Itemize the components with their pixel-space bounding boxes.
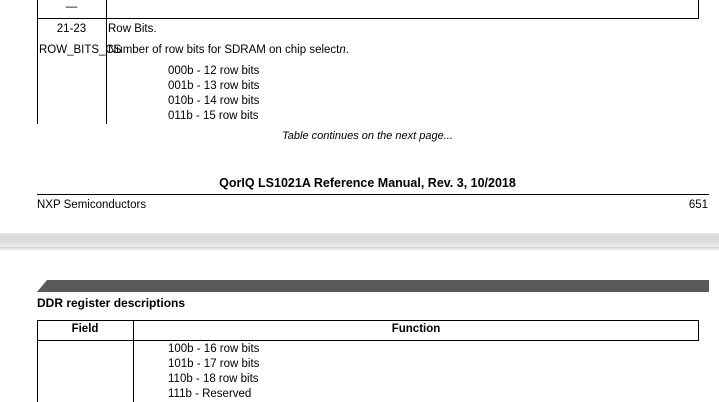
table-header-divider: [37, 340, 699, 341]
footer-manual-title: QorIQ LS1021A Reference Manual, Rev. 3, 10/2018: [219, 176, 516, 190]
encoding-line: 100b - 16 row bits: [168, 343, 260, 355]
register-table-upper: [37, 0, 699, 124]
table-header-field: Field: [71, 323, 99, 335]
table-cell-field-bits: 21-23: [56, 23, 87, 35]
page-separator: [0, 233, 719, 247]
table-row-divider: [37, 18, 699, 19]
encoding-line: 111b - Reserved: [168, 388, 252, 400]
table-cell-field-name: ROW_BITS_CS: [39, 44, 122, 56]
footer-page-number: 651: [688, 199, 708, 211]
table-border-top: [37, 320, 699, 321]
table-border-right: [698, 0, 699, 19]
footer-divider: [37, 194, 709, 195]
row-description-text: Number of row bits for SDRAM on chip select: [108, 44, 340, 56]
encoding-line: 000b - 12 row bits: [168, 65, 260, 77]
encoding-line: 010b - 14 row bits: [168, 95, 260, 107]
register-table-lower: [37, 320, 699, 402]
encoding-line: 011b - 15 row bits: [168, 110, 259, 122]
table-cell-row-title: Row Bits.: [108, 23, 157, 35]
table-cell-row-description: [108, 43, 349, 57]
table-cell-field-prev: —: [65, 1, 78, 13]
row-description-period: .: [345, 44, 349, 56]
encoding-line: 110b - 18 row bits: [168, 373, 259, 385]
row-description-variable: n: [339, 44, 346, 56]
page-shadow: [0, 247, 719, 251]
table-header-function: Function: [391, 323, 441, 335]
table-border-right: [698, 320, 699, 341]
footer-company: NXP Semiconductors: [37, 199, 147, 211]
encoding-line: 101b - 17 row bits: [168, 358, 260, 370]
page-header-band: [37, 280, 709, 292]
table-continues-note: Table continues on the next page...: [282, 130, 453, 142]
encoding-line: 001b - 13 row bits: [168, 80, 260, 92]
section-title: DDR register descriptions: [37, 296, 186, 310]
